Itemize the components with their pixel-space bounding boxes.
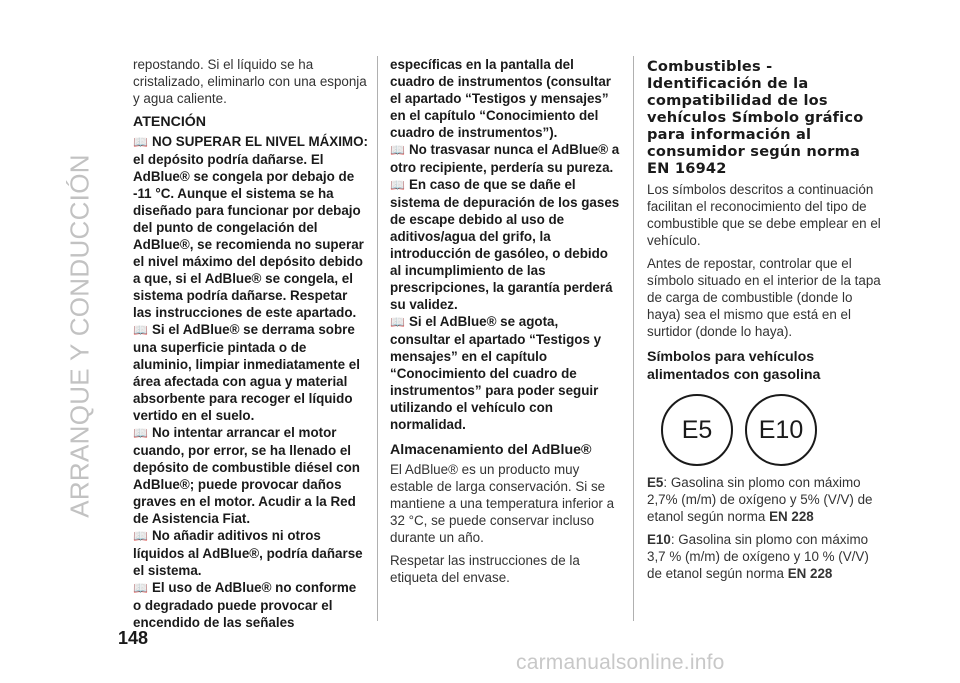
- warning-item: 📖 Si el AdBlue® se agota, consultar el apartado “Testigos y mensajes” en el capítulo “Conocimiento del cuadro de instrumentos” para poder seguir utilizando el vehículo con normalidad.: [390, 314, 602, 432]
- gasoline-subheading: Símbolos para vehículos alimentados con gasolina: [647, 349, 821, 383]
- book-icon: 📖: [133, 323, 148, 337]
- book-icon: 📖: [390, 178, 405, 192]
- e10-symbol-icon: E10: [745, 394, 817, 466]
- chapter-side-title: ARRANQUE Y CONDUCCIÓN: [64, 154, 95, 518]
- book-icon: 📖: [133, 529, 148, 543]
- storage-text-2: Respetar las instrucciones de la etiqueta del envase.: [390, 553, 580, 585]
- book-icon: 📖: [133, 426, 148, 440]
- book-icon: 📖: [390, 143, 405, 157]
- warning-item: 📖 Si el AdBlue® se derrama sobre una superficie pintada o de aluminio, limpiar inmediatamente el área afectada con agua y material absorbente para recoger el líquido vertido en el suelo.: [133, 322, 360, 423]
- book-icon: 📖: [133, 135, 148, 149]
- storage-text: El AdBlue® es un producto muy estable de larga conservación. Si se mantiene a una temperatura inferior a 32 °C, se puede conservar incluso durante un año.: [390, 462, 615, 545]
- book-icon: 📖: [133, 581, 148, 595]
- warning-item: 📖 En caso de que se dañe el sistema de depuración de los gases de escape debido al uso de aditivos/agua del grifo, la introducción de gasóleo, o debido al incumplimiento de las prescripciones, la garantía perderá su validez.: [390, 177, 620, 312]
- e10-description: E10: Gasolina sin plomo con máximo 3,7 % (m/m) de oxígeno y 10 % (V/V) de etanol según norma EN 228: [647, 532, 869, 581]
- warning-item: 📖 No añadir aditivos ni otros líquidos al AdBlue®, podría dañarse el sistema.: [133, 528, 363, 578]
- fuel-symbols: [661, 394, 885, 466]
- warning-item: 📖 No trasvasar nunca el AdBlue® a otro recipiente, perdería su pureza.: [390, 142, 620, 175]
- section-paragraph-2: Antes de repostar, controlar que el símbolo situado en el interior de la tapa de carga de combustible (donde lo haya) sea el mismo que está en el surtidor (donde lo haya).: [647, 256, 881, 339]
- column-3: [647, 56, 885, 588]
- warning-item: 📖 El uso de AdBlue® no conforme o degradado puede provocar el encendido de las señales: [133, 580, 357, 630]
- book-icon: 📖: [390, 315, 405, 329]
- section-paragraph-1: Los símbolos descritos a continuación facilitan el reconocimiento del tipo de combustible que se debe emplear en el vehículo.: [647, 182, 881, 248]
- e5-description: E5: Gasolina sin plomo con máximo 2,7% (m/m) de oxígeno y 5% (V/V) de etanol según norma EN 228: [647, 475, 873, 524]
- watermark: carmanualsonline.info: [516, 651, 725, 674]
- column-divider: [377, 56, 378, 621]
- page-number: 148: [118, 628, 149, 648]
- storage-heading: Almacenamiento del AdBlue®: [390, 442, 592, 458]
- column-1: [133, 56, 368, 631]
- section-heading: Combustibles - Identificación de la compatibilidad de los vehículos Símbolo gráfico para información al consumidor según norma EN 16942: [647, 58, 864, 177]
- warning-item: 📖 NO SUPERAR EL NIVEL MÁXIMO: el depósito podría dañarse. El AdBlue® se congela por debajo de -11 °C. Aunque el sistema se ha diseñado para funcionar por debajo del punto de congelación del AdBlue®, se recomienda no superar el nivel máximo del depósito debido a que, si el AdBlue® se congela, el sistema podría dañarse. Respetar las instrucciones de este apartado.: [133, 134, 368, 320]
- warning-item: 📖 No intentar arrancar el motor cuando, por error, se ha llenado el depósito de combustible diésel con AdBlue®; puede provocar daños graves en el motor. Acudir a la Red de Asistencia Fiat.: [133, 425, 360, 526]
- attention-heading: ATENCIÓN: [133, 114, 207, 130]
- intro-text: repostando. Si el líquido se ha cristalizado, eliminarlo con una esponja y agua caliente.: [133, 57, 367, 106]
- column-2: [390, 56, 622, 592]
- column-divider: [633, 56, 634, 621]
- e5-symbol-icon: E5: [661, 394, 733, 466]
- warning-continuation: específicas en la pantalla del cuadro de instrumentos (consultar el apartado “Testigos y mensajes” en el capítulo “Conocimiento del cuadro de instrumentos”).: [390, 57, 611, 140]
